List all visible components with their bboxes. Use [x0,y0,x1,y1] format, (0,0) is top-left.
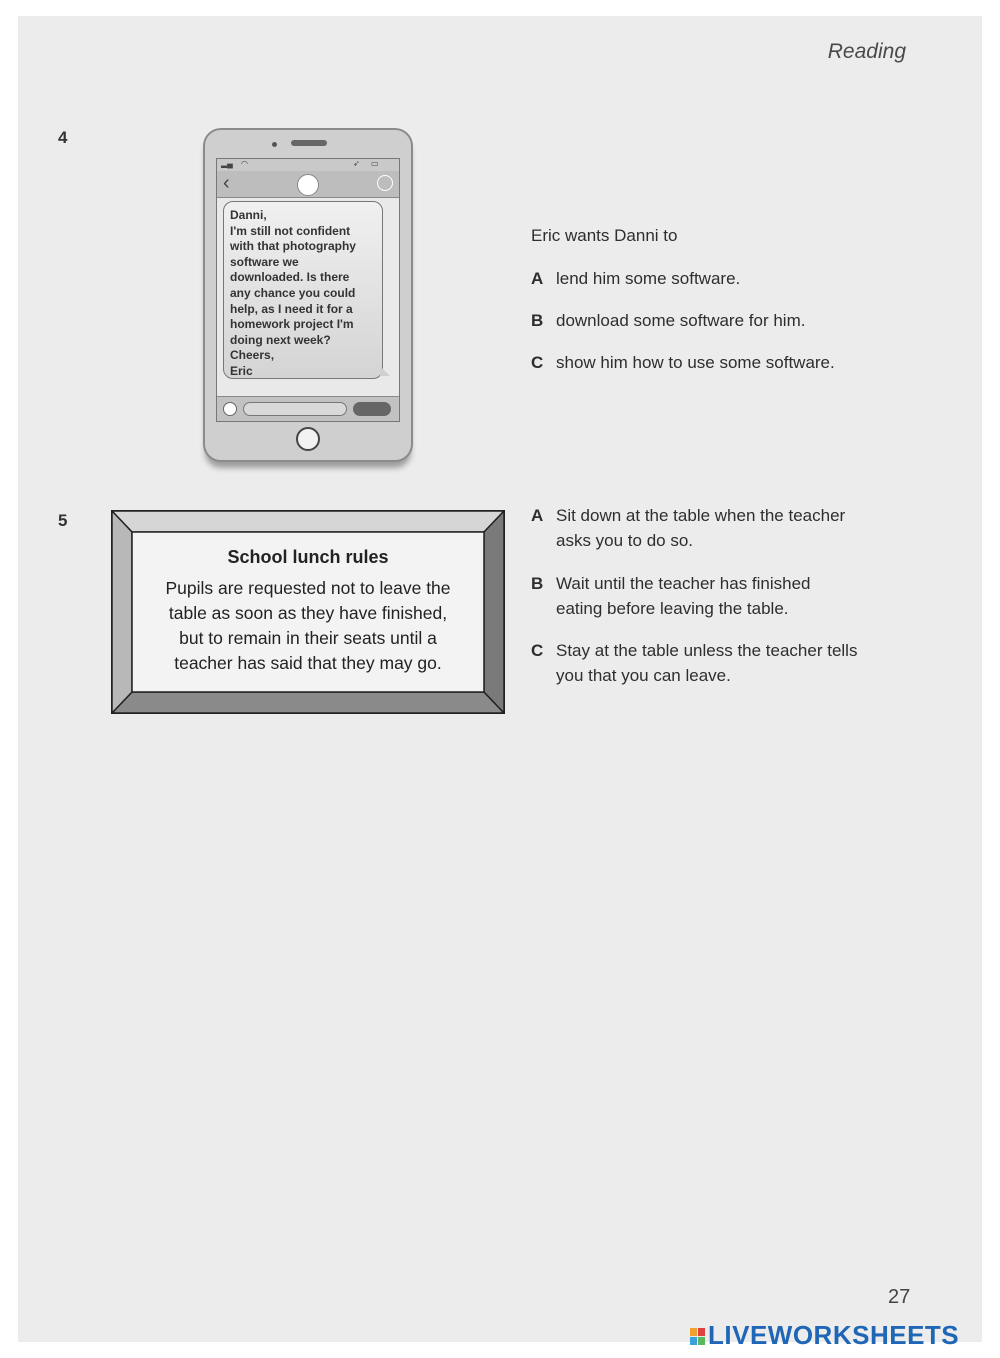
q5-option-c[interactable] [531,638,857,688]
brand-logo[interactable] [690,1320,959,1351]
section-title: Reading [827,40,906,63]
phone-illustration [203,128,413,462]
option-letter: A [531,506,544,525]
compose-bar [217,396,399,421]
option-text-line1: Sit down at the table when the teacher [556,506,846,525]
q4-option-b[interactable] [531,308,805,333]
notice-line: teacher has said that they may go. [174,653,442,673]
battery-icon: ▭ [371,159,379,168]
speaker-icon [291,140,327,146]
message-line: Cheers, [230,348,275,363]
liveworksheets-icon [690,1328,704,1344]
message-bubble [223,201,383,379]
question-number-4: 4 [58,128,68,147]
page-number: 27 [888,1286,911,1308]
message-line: homework project I'm [230,317,354,332]
message-line: Eric [230,363,253,378]
camera-icon [223,402,237,416]
message-line: software we [230,254,299,269]
chat-header [217,171,399,198]
option-text-line2: you that you can leave. [556,666,731,685]
notice-line: table as soon as they have finished, [168,603,448,623]
option-letter: C [531,641,544,660]
bubble-tail [380,366,390,376]
school-lunch-notice [111,510,505,714]
message-line: help, as I need it for a [230,301,353,316]
q5-option-b[interactable] [531,571,811,621]
q4-option-a[interactable] [531,266,740,291]
message-input [243,402,347,416]
option-letter: B [531,311,544,330]
option-text-line2: eating before leaving the table. [556,599,789,618]
avatar [297,174,319,196]
option-text: show him how to use some software. [556,353,835,372]
send-button [353,402,391,416]
option-letter: C [531,353,544,372]
option-text-line1: Stay at the table unless the teacher tells [556,641,858,660]
home-button [296,427,320,451]
option-text-line1: Wait until the teacher has finished [556,574,811,593]
front-camera-icon [272,142,277,147]
option-letter: B [531,574,544,593]
option-letter: A [531,269,544,288]
question4-prompt: Eric wants Danni to [531,226,678,245]
location-icon: ➶ [353,159,360,168]
notice-line: Pupils are requested not to leave the [165,578,451,598]
message-line: downloaded. Is there [230,270,350,285]
phone-screen [216,158,400,422]
message-line: I'm still not confident [230,223,351,238]
notice-title: School lunch rules [227,547,389,567]
signal-icon: ▂▄ [221,159,233,168]
q5-option-a[interactable] [531,503,845,553]
message-line: any chance you could [230,285,356,300]
option-text: download some software for him. [556,311,806,330]
question-number-5: 5 [58,511,68,530]
brand-text: LIVEWORKSHEETS [708,1320,960,1350]
q4-option-c[interactable] [531,350,835,375]
info-icon [377,175,393,191]
message-line: Danni, [230,208,267,222]
option-text: lend him some software. [556,269,741,288]
notice-line: but to remain in their seats until a [179,628,437,648]
back-icon: ‹ [223,172,230,194]
message-line: doing next week? [230,332,331,347]
status-bar [217,159,399,171]
option-text-line2: asks you to do so. [556,531,694,550]
message-line: with that photography [230,239,356,254]
wifi-icon: ◠ [241,159,248,168]
